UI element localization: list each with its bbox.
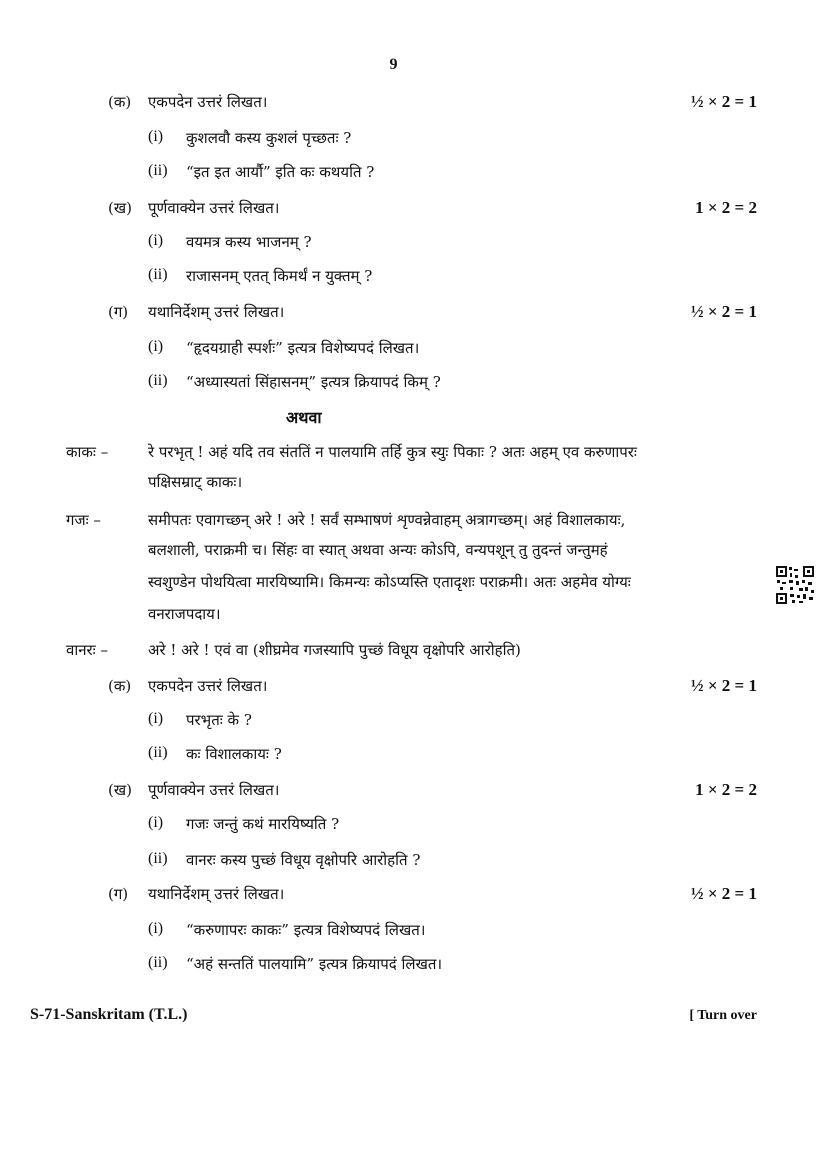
item-text: परभृतः के ? xyxy=(186,711,252,729)
item-text: “करुणापरः काकः” इत्यत्र विशेष्यपदं लिखत। xyxy=(186,921,426,939)
item-number: (i) xyxy=(148,338,164,355)
dialogue-line: समीपतः एवागच्छन् अरे ! अरे ! सर्वं सम्भाषणं शृण्वन्नेवाहम् अत्रागच्छम्। अहं विशालकायः, xyxy=(148,511,626,529)
item-number: (ii) xyxy=(148,744,168,761)
item-text: वयमत्र कस्य भाजनम् ? xyxy=(186,233,312,251)
dialogue-line: रे परभृत् ! अहं यदि तव संततिं न पालयामि तर्हि कुत्र स्युः पिकाः ? अतः अहम् एव करुणापरः xyxy=(148,443,637,461)
question-label-kha: (ख) xyxy=(108,199,132,217)
question-label-ka: (क) xyxy=(108,93,132,111)
item-number: (ii) xyxy=(148,954,168,971)
dialogue-line: बलशाली, पराक्रमी च। सिंहः वा स्यात् अथवा अन्यः कोऽपि, वन्यपशून् तु तुदन्तं जन्तुमहं xyxy=(148,541,608,559)
item-text: राजासनम् एतत् किमर्थं न युक्तम् ? xyxy=(186,267,373,285)
item-number: (i) xyxy=(148,710,164,727)
item-number: (ii) xyxy=(148,372,168,389)
item-number: (i) xyxy=(148,128,164,145)
item-text: कः विशालकायः ? xyxy=(186,745,282,763)
question-label-ga: (ग) xyxy=(108,303,129,321)
speaker-label: गजः – xyxy=(66,511,101,529)
question-marks-kha: 1 × 2 = 2 xyxy=(695,198,757,217)
question-marks-ka: ½ × 2 = 1 xyxy=(690,676,757,695)
page-number: 9 xyxy=(389,56,398,73)
item-number: (ii) xyxy=(148,850,168,867)
question-marks-ka: ½ × 2 = 1 xyxy=(690,92,757,111)
item-text: “अहं सन्ततिं पालयामि” इत्यत्र क्रियापदं लिखत। xyxy=(186,955,443,973)
item-text: “अध्यास्यतां सिंहासनम्” इत्यत्र क्रियापदं किम् ? xyxy=(186,373,441,391)
question-instruction-ga: यथानिर्देशम् उत्तरं लिखत। xyxy=(148,303,285,321)
dialogue-line: वनराजपदाय। xyxy=(148,605,221,623)
question-instruction-kha: पूर्णवाक्येन उत्तरं लिखत। xyxy=(148,199,280,217)
dialogue-line: पक्षिसम्राट् काकः। xyxy=(148,473,243,491)
question-instruction-kha: पूर्णवाक्येन उत्तरं लिखत। xyxy=(148,781,280,799)
paper-code: S-71-Sanskritam (T.L.) xyxy=(30,1006,188,1023)
item-text: वानरः कस्य पुच्छं विधूय वृक्षोपरि आरोहति ? xyxy=(186,851,421,869)
item-number: (i) xyxy=(148,232,164,249)
turn-over-note: [ Turn over xyxy=(689,1008,757,1023)
question-instruction-ka: एकपदेन उत्तरं लिखत। xyxy=(148,93,268,111)
question-marks-ga: ½ × 2 = 1 xyxy=(690,884,757,903)
question-instruction-ka: एकपदेन उत्तरं लिखत। xyxy=(148,677,268,695)
qr-code-icon xyxy=(775,565,815,605)
question-marks-kha: 1 × 2 = 2 xyxy=(695,780,757,799)
question-label-ka: (क) xyxy=(108,677,132,695)
item-text: गजः जन्तुं कथं मारयिष्यति ? xyxy=(186,815,340,833)
item-text: “इत इत आर्यौ” इति कः कथयति ? xyxy=(186,163,375,181)
question-label-ga: (ग) xyxy=(108,885,129,903)
speaker-label: काकः – xyxy=(66,443,109,461)
item-number: (ii) xyxy=(148,162,168,179)
item-number: (i) xyxy=(148,920,164,937)
dialogue-line: अरे ! अरे ! एवं वा (शीघ्रमेव गजस्यापि पुच्छं विधूय वृक्षोपरि आरोहति) xyxy=(148,641,521,659)
question-label-kha: (ख) xyxy=(108,781,132,799)
item-number: (ii) xyxy=(148,266,168,283)
dialogue-line: स्वशुण्डेन पोथयित्वा मारयिष्यामि। किमन्यः कोऽप्यस्ति एतादृशः पराक्रमी। अतः अहमेव योग्यः xyxy=(148,573,631,591)
item-number: (i) xyxy=(148,814,164,831)
item-text: कुशलवौ कस्य कुशलं पृच्छतः ? xyxy=(186,129,352,147)
speaker-label: वानरः – xyxy=(66,641,108,659)
question-instruction-ga: यथानिर्देशम् उत्तरं लिखत। xyxy=(148,885,285,903)
athava-heading: अथवा xyxy=(286,408,322,427)
question-marks-ga: ½ × 2 = 1 xyxy=(690,302,757,321)
item-text: “हृदयग्राही स्पर्शः” इत्यत्र विशेष्यपदं लिखत। xyxy=(186,339,420,357)
